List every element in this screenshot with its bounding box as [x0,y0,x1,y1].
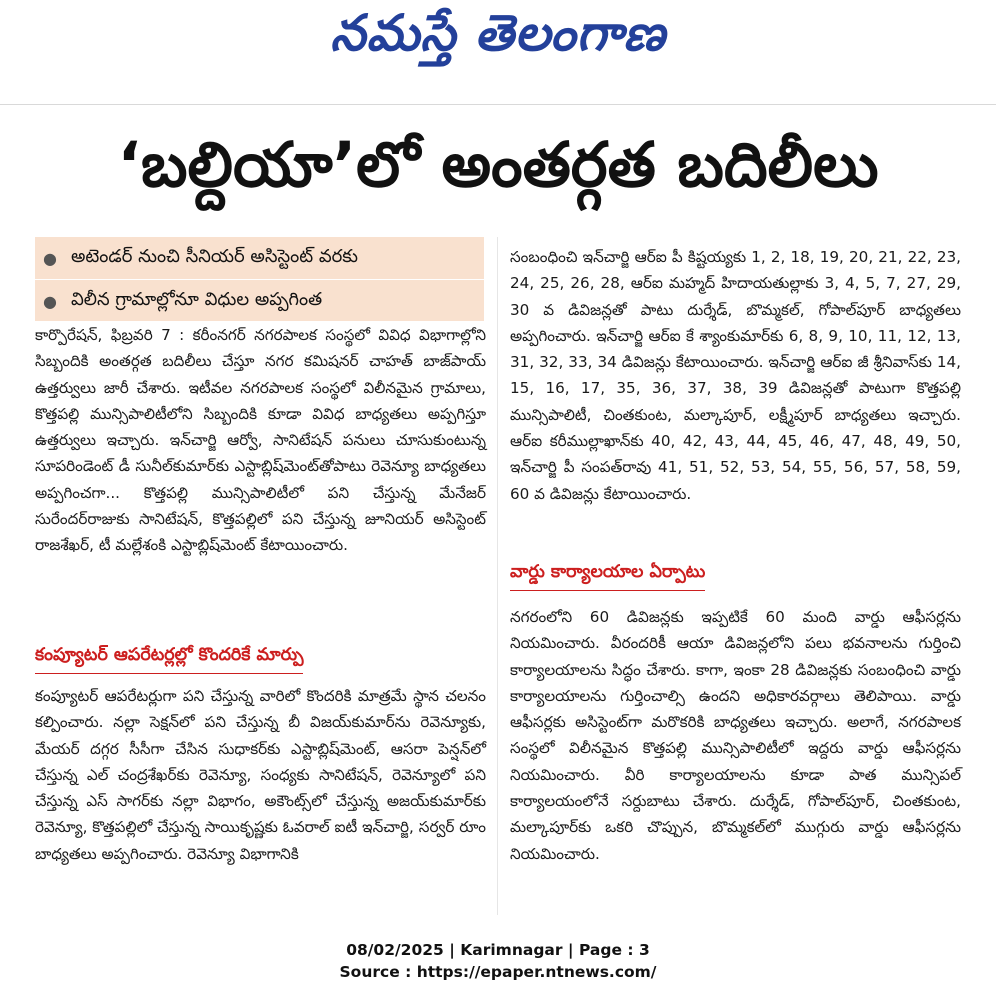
newspaper-logo: నమస్తే తెలంగాణ [330,4,666,62]
subheading: కంప్యూటర్ ఆపరేటర్లల్లో కొందరికే మార్పు [35,645,303,674]
page-footer [0,939,996,983]
highlight-text: అటెండర్ నుంచి సీనియర్ అసిస్టెంట్ వరకు [70,245,358,267]
highlights-box [35,237,484,321]
article-paragraph: సంబంధించి ఇన్‌చార్జి ఆర్ఐ పీ కిష్టయ్యకు 1, 2, 18, 19, 20, 21, 22, 23, 24, 25, 26, 28, ఆర్ఐ మహ్మద్ హిదాయతుల్లాకు 3, 4, 5, 7, 27, 29, 30 వ డివిజన్లతో పాటు దుర్శేడ్, బొమ్మకల్, గోపాల్‌పూర్ బాధ్యతలు అప్పగించారు. ఇన్‌చార్జి ఆర్ఐ కే శ్యాంకుమార్‌కు 6, 8, 9, 10, 11, 12, 13, 31, 32, 33, 34 డివిజన్లు కేటాయించారు. ఇన్‌చార్జి ఆర్ఐ జీ శ్రీనివాస్‌కు 14, 15, 16, 17, 35, 36, 37, 38, 39 డివిజన్లతో పాటుగా కొత్తపల్లి మున్సిపాలిటీ, చింతకుంట, మల్కాపూర్, లక్ష్మీపూర్ బాధ్యతలు ఇచ్చారు. ఆర్ఐ కరీముల్లాఖాన్‌కు 40, 42, 43, 44, 45, 46, 47, 48, 49, 50, ఇన్‌చార్జి పీ సంపత్‌రావు 41, 51, 52, 53, 54, 55, 56, 57, 58, 59, 60 వ డివిజన్లు కేటాయించారు. [510,248,961,503]
bullet-icon: ● [43,291,57,311]
masthead [0,0,996,105]
article-paragraph: నగరంలోని 60 డివిజన్లకు ఇప్పటికే 60 మంది వార్డు ఆఫీసర్లను నియమించారు. వీరందరికీ ఆయా డివిజన్లలోని పలు భవనాలను గుర్తించి కార్యాలయాలను సిద్ధం చేశారు. కాగా, ఇంకా 28 డివిజన్లకు సంబంధించి వార్డు కార్యాలయాలను గుర్తించాల్సి ఉందని అధికారవర్గాలు తెలిపాయి. వార్డు ఆఫీసర్లకు అసిస్టెంట్‌గా మరొకరికి బాధ్యతలు ఇచ్చారు. అలాగే, నగరపాలక సంస్థలో విలీనమైన కొత్తపల్లి మున్సిపాలిటీలో ఇద్దరు వార్డు ఆఫీసర్లను నియమించారు. వీరి కార్యాలయాలను కూడా పాత మున్సిపల్ కార్యాలయంలోనే సర్దుబాటు చేశారు. దుర్శేడ్, గోపాల్‌పూర్, చింతకుంట, మల్కాపూర్‌కు ఒకరి చొప్పున, బొమ్మకల్‌లో ముగ్గురు వార్డు ఆఫీసర్లను నియమించారు. [510,608,961,863]
highlight-item [35,279,484,322]
bullet-icon: ● [43,248,57,268]
article-headline: ‘బల్దియా’లో అంతర్గత బదిలీలు [117,128,879,201]
highlight-item [35,237,484,279]
subheading: వార్డు కార్యాలయాల ఏర్పాటు [510,562,705,591]
edition-info: 08/02/2025 | Karimnagar | Page : 3 [346,941,650,959]
article-paragraph: కార్పొరేషన్, ఫిబ్రవరి 7 : కరీంనగర్ నగరపాలక సంస్థలో వివిధ విభాగాల్లోని సిబ్బందికి అంతర్గత బదిలీలు చేస్తూ నగర కమిషనర్ చాహత్ బాజ్‌పాయ్ ఉత్తర్వులు జారీ చేశారు. ఇటీవల నగరపాలక సంస్థలో విలీనమైన గ్రామాలు, కొత్తపల్లి మున్సిపాలిటీలోని సిబ్బందికి కూడా వివిధ బాధ్యతలు అప్పగిస్తూ ఉత్తర్వులు ఇచ్చారు. ఇన్‌చార్జి ఆర్వో, సానిటేషన్ పనులు చూసుకుంటున్న సూపరిండెంట్ డీ సునీల్‌కుమార్‌కు ఎస్టాబ్లిష్‌మెంట్‌తోపాటు రెవెన్యూ బాధ్యతలు అప్పగించగా... కొత్తపల్లి మున్సిపాలిటీలో పని చేస్తున్న మేనేజర్ సురేందర్‌రాజుకు సానిటేషన్, కొత్తపల్లిలో పని చేస్తున్న జూనియర్ అసిస్టెంట్ రాజశేఖర్, టీ మల్లేశంకి ఎస్టాబ్లిష్‌మెంట్ కేటాయించారు. [35,326,486,555]
highlight-text: విలీన గ్రామాల్లోనూ విధుల అప్పగింత [70,288,323,310]
source-line: Source : https://epaper.ntnews.com/ [339,963,657,981]
column-divider [497,237,498,915]
article-paragraph: కంప్యూటర్ ఆపరేటర్లుగా పని చేస్తున్న వారిలో కొందరికి మాత్రమే స్థాన చలనం కల్పించారు. నల్లా సెక్షన్‌లో పని చేస్తున్న బీ విజయ్‌కుమార్‌ను రెవెన్యూకు, మేయర్ దగ్గర సీసీగా చేసిన సుధాకర్‌కు ఎస్టాబ్లిష్‌మెంట్, ఆసరా పెన్షన్‌లో చేస్తున్న ఎల్ చంద్రశేఖర్‌కు రెవెన్యూ, సంధ్యకు సానిటేషన్, రెవెన్యూలో పని చేస్తున్న ఎస్ సాగర్‌కు నల్లా విభాగం, అకౌంట్స్‌లో చేస్తున్న అజయ్‌కుమార్‌కు రెవెన్యూ, కొత్తపల్లిలో చేస్తున్న సాయికృష్ణకు ఓవరాల్ ఐటీ ఇన్‌చార్జి, సర్వర్ రూం బాధ్యతలు అప్పగించారు. రెవెన్యూ విభాగానికి [35,687,486,863]
